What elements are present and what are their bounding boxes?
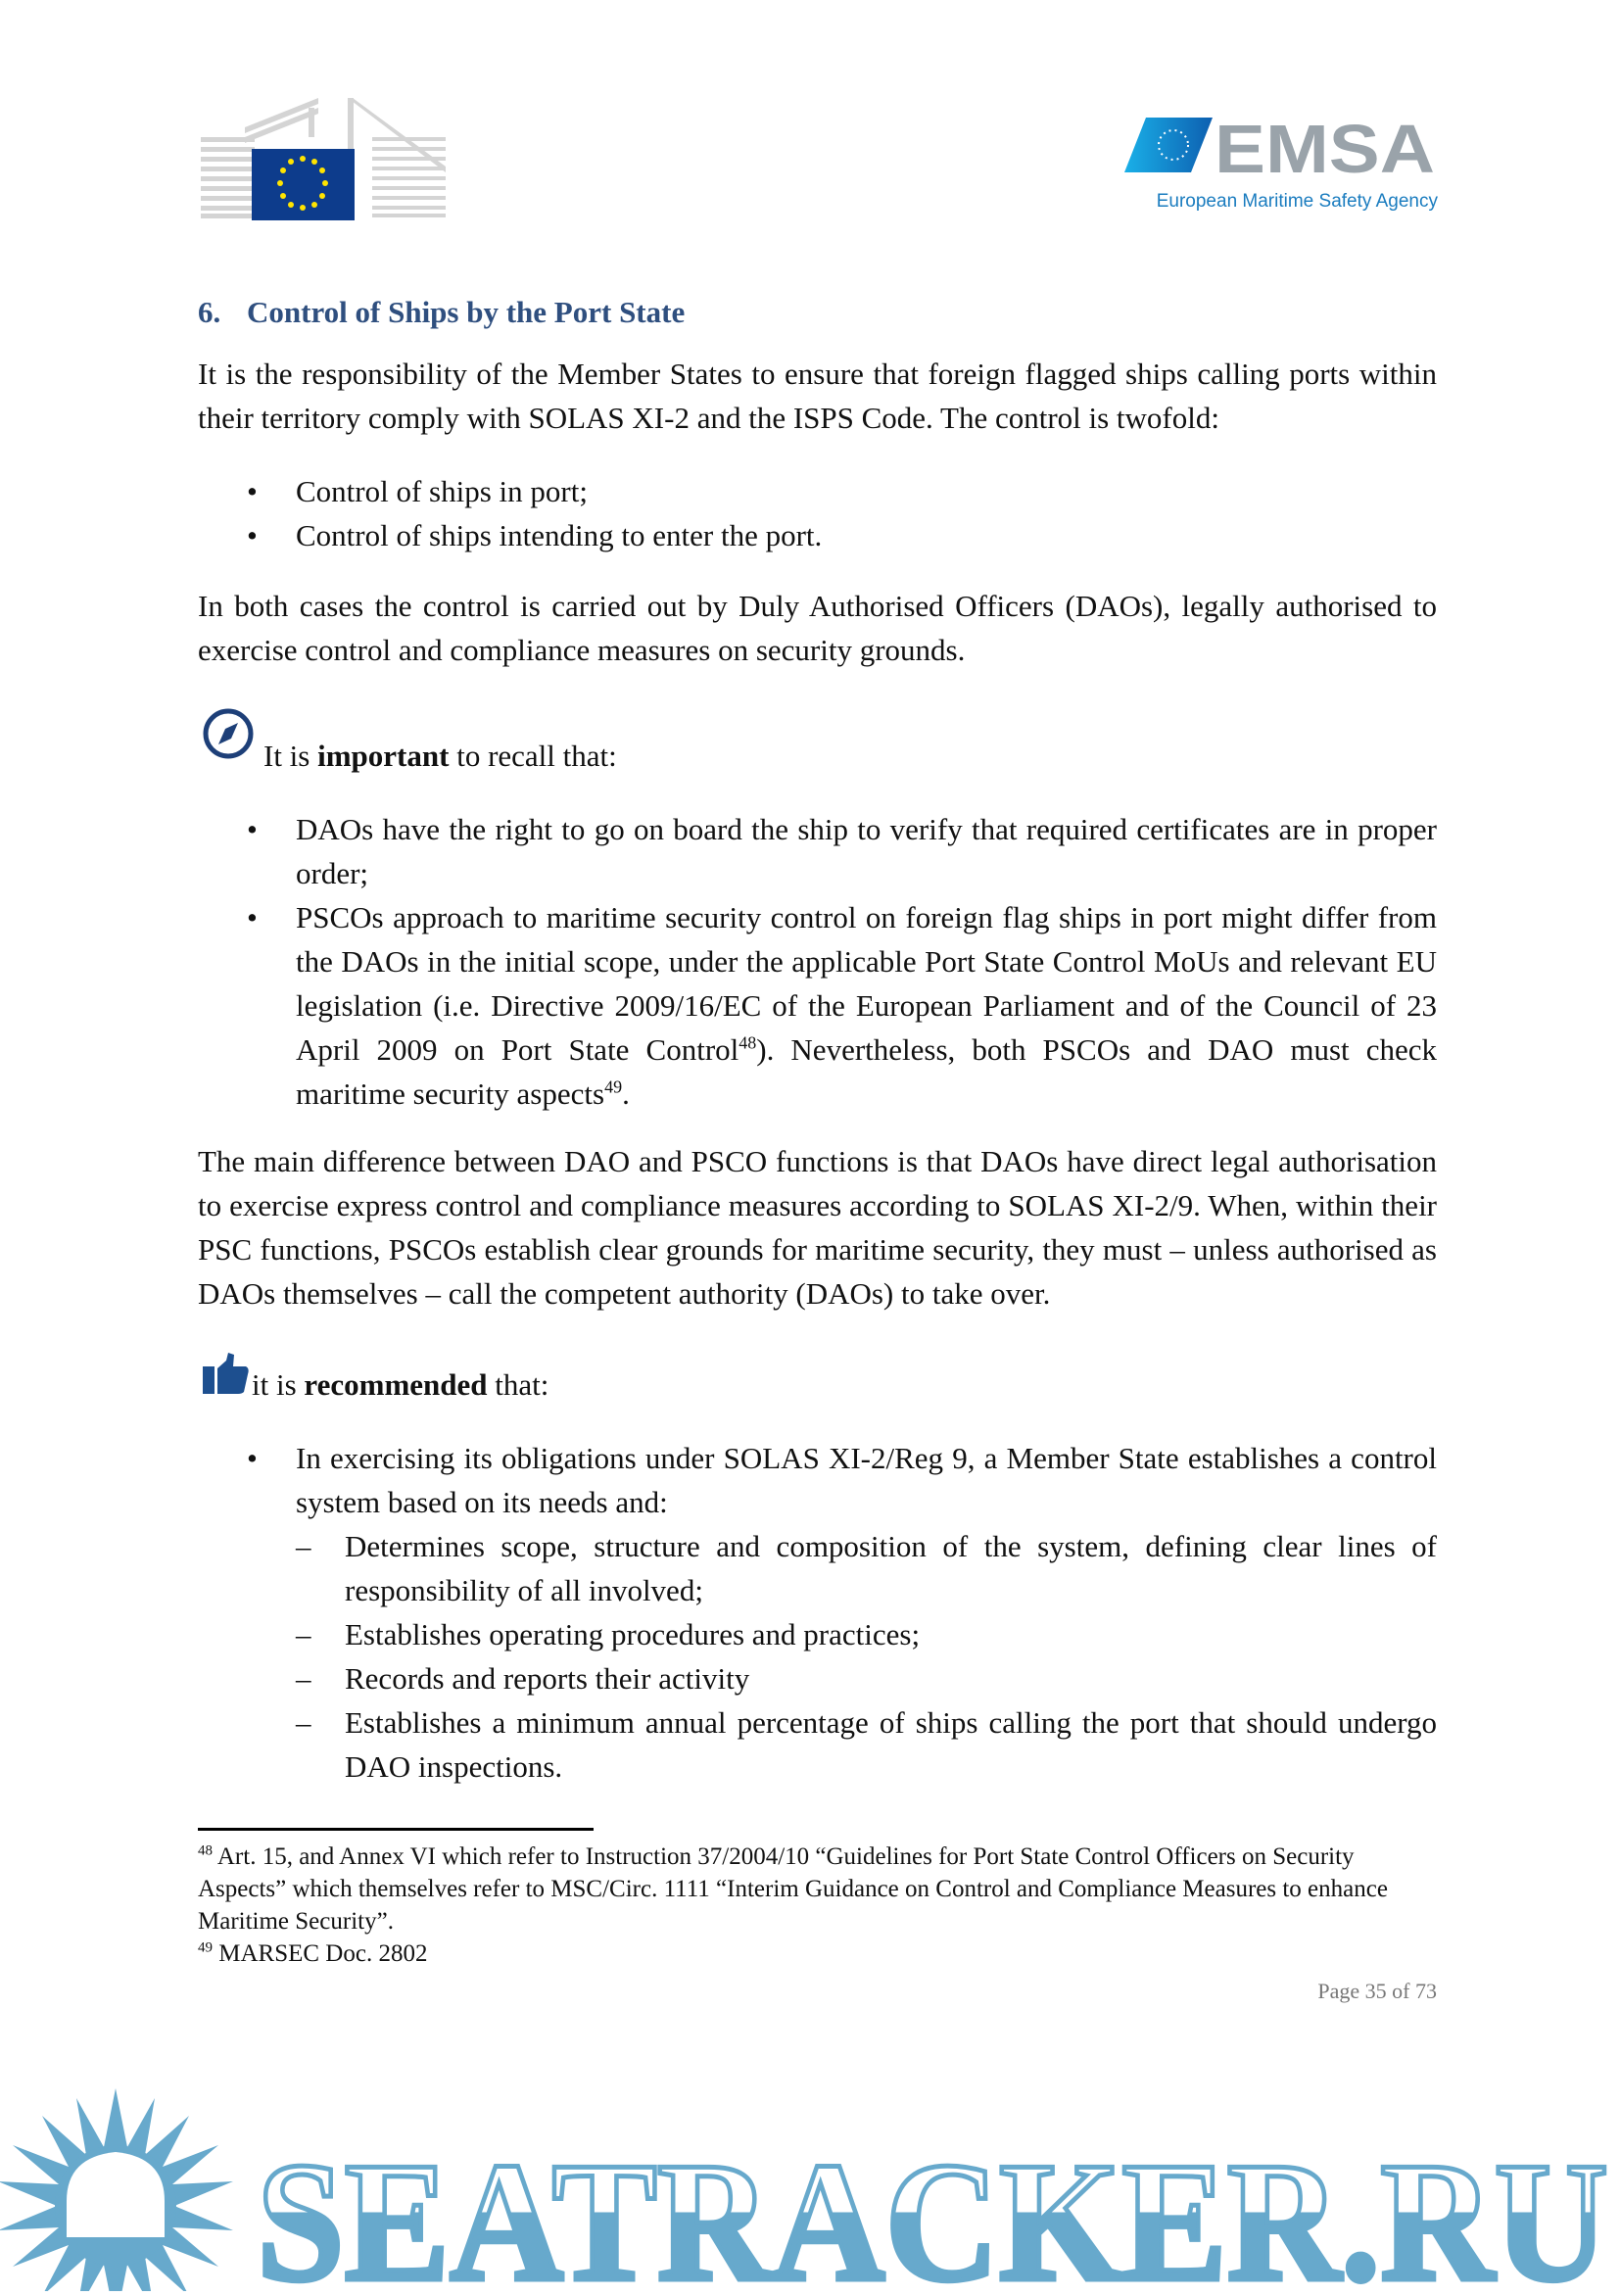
- european-commission-logo: [201, 98, 446, 220]
- sub-list-item: – Establishes operating procedures and practices;: [296, 1617, 921, 1651]
- list-item: • DAOs have the right to go on board the ship to verify that required certificates are in proper order;: [247, 812, 1437, 890]
- footnote: $^{48}$ Art. 15, and Annex VI which refer to Instruction 37/2004/10 “Guidelines for Port State Control Officers on Security Aspects” which themselves refer to MSC/Circ. 1111 “Interim Guidance on Control and Compliance Measures to enhance Maritime Security”.: [198, 1842, 1388, 1935]
- watermark: [0, 2079, 1620, 2291]
- bullet-list-2: [198, 807, 1437, 1116]
- section-heading: [198, 290, 1437, 334]
- sun-icon: [0, 2088, 233, 2291]
- footnote-ref[interactable]: 49: [604, 1076, 623, 1097]
- list-item: • Control of ships intending to enter the port.: [247, 518, 823, 552]
- compass-icon: [201, 706, 256, 773]
- recommended-note: it is recommended that:: [201, 1363, 1437, 1407]
- bullet-list-3: [198, 1436, 1437, 1789]
- footnote-ref[interactable]: 48: [739, 1032, 757, 1053]
- paragraph-3: The main difference between DAO and PSCO functions is that DAOs have direct legal authorisation to exercise express control and compliance measures according to SOLAS XI-2/9. When, within their PSC functions, PSCOs establish clear grounds for maritime security, they must – unless authorised as DAOs themselves – call the competent authority (DAOs) to take over.: [198, 1144, 1437, 1311]
- bullet-list-1: [198, 469, 1437, 557]
- sub-list-item: – Establishes a minimum annual percentage of ships calling the port that should undergo DAO inspections.: [296, 1705, 1437, 1784]
- emsa-logo-text: EMSA: [1215, 116, 1435, 176]
- footnotes: [198, 1841, 1412, 1970]
- list-item: • PSCOs approach to maritime security control on foreign flag ships in port might differ from the DAOs in the initial scope, under the applicable Port State Control MoUs and relevant EU legislation (i.e. Directive 2009/16/EC of the European Parliament and of the Council of 23 April 2009 on Port State Control$^{48}$). Nevertheless, both PSCOs and DAO must check maritime security aspects$^{49}$.: [247, 900, 1438, 1111]
- list-item: • In exercising its obligations under SOLAS XI-2/Reg 9, a Member State establishes a control system based on its needs and: – Determines scope, structure and composition of the system, defining clear lines of responsibility of all involved; – Establishes operating procedures and practices; – Records and reports their activity – Establishes a minimum annual percentage of ships calling the port that should undergo DAO inspections.: [198, 1436, 1437, 1789]
- sub-list: [296, 1524, 1437, 1789]
- section-title: Control of Ships by the Port State: [247, 295, 686, 329]
- page-number: Page 35 of 73: [1317, 1979, 1437, 2003]
- list-item: • Control of ships in port;: [247, 474, 588, 508]
- watermark-text: SEATRACKER.RU: [257, 2127, 1608, 2291]
- sub-list-item: – Determines scope, structure and composition of the system, defining clear lines of responsibility of all involved;: [296, 1529, 1437, 1607]
- footnote: $^{49}$ MARSEC Doc. 2802: [198, 1939, 428, 1967]
- emsa-subtitle: European Maritime Safety Agency: [1156, 191, 1438, 212]
- section-number: 6.: [198, 295, 221, 329]
- paragraph-2: In both cases the control is carried out by Duly Authorised Officers (DAOs), legally authorised to exercise control and compliance measures on security grounds.: [198, 589, 1437, 667]
- sub-list-item: – Records and reports their activity: [296, 1661, 750, 1696]
- paragraph-1: It is the responsibility of the Member States to ensure that foreign flagged ships calling ports within their territory comply with SOLAS XI-2 and the ISPS Code. The control is twofold:: [198, 357, 1437, 435]
- thumbs-up-icon: [201, 1353, 250, 1408]
- important-note: It is important to recall that:: [201, 734, 1437, 778]
- document-body: [198, 290, 1437, 2005]
- emsa-logo: [1124, 116, 1438, 214]
- footnote-separator: [198, 1828, 594, 1831]
